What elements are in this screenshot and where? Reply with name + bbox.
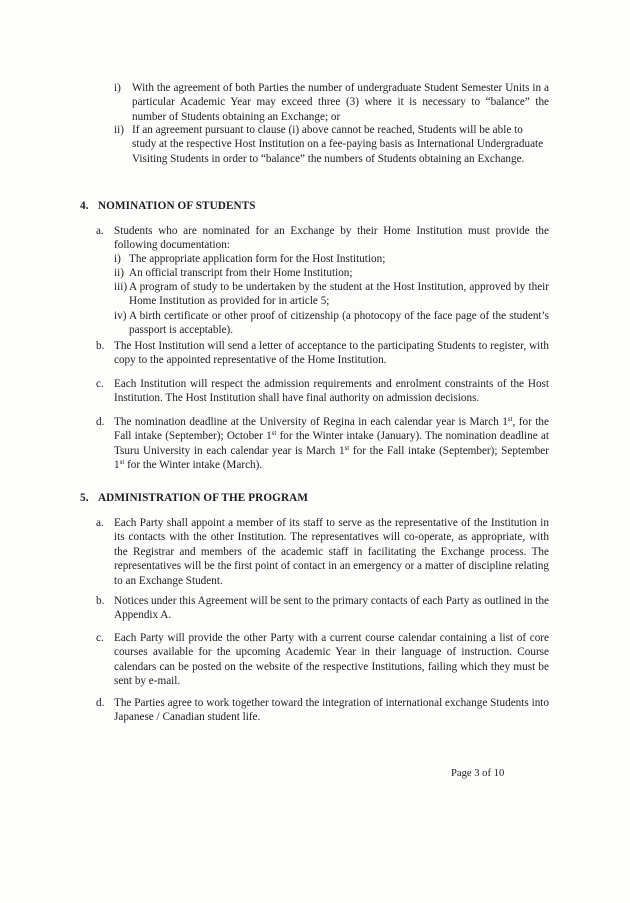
ordinal-suffix: st bbox=[344, 443, 350, 452]
clause-label: c. bbox=[96, 632, 104, 644]
clause-text: With the agreement of both Parties the number of undergraduate Student Semester Units in a particular Academic Year may exceed three (3) where it is necessary to “balance” the number of Students obtaining an Exchange; or bbox=[132, 82, 549, 123]
section-number: 4. bbox=[80, 200, 89, 212]
section-4-clause-b bbox=[96, 339, 549, 368]
section-5-heading bbox=[80, 491, 308, 505]
clause-text: Each Party will provide the other Party with a current course calendar containing a list of core courses available for the upcoming Academic Year in their language of instruction. Course calendars can be posted on the website of the respective Institutions, failing which they must be sent by e-mail. bbox=[114, 632, 549, 688]
doc-list-item bbox=[114, 309, 549, 338]
clause-label: a. bbox=[96, 517, 104, 529]
section-5-clause-c bbox=[96, 631, 549, 689]
section-4-heading bbox=[80, 199, 256, 213]
section-title: ADMINISTRATION OF THE PROGRAM bbox=[98, 492, 308, 504]
item-text: A program of study to be undertaken by the student at the Host Institution, approved by their Home Institution as provided for in article 5; bbox=[129, 281, 549, 308]
doc-list-item bbox=[114, 252, 549, 266]
deadline-text: for the Winter intake (January). The nomination deadline at Tsuru University in each calendar year is March 1 bbox=[114, 430, 549, 457]
section-4-clause-d bbox=[96, 415, 549, 473]
intro-clause-ii bbox=[114, 123, 549, 166]
clause-text bbox=[114, 415, 549, 473]
doc-list-item bbox=[114, 266, 549, 280]
item-text: The appropriate application form for the Host Institution; bbox=[129, 253, 386, 265]
section-5-clause-d bbox=[96, 696, 549, 725]
item-label: i) bbox=[114, 253, 121, 265]
deadline-text: for the Winter intake (March). bbox=[124, 459, 263, 472]
ordinal-suffix: st bbox=[119, 458, 125, 467]
section-title: NOMINATION OF STUDENTS bbox=[98, 200, 256, 212]
clause-text: Each Institution will respect the admission requirements and enrolment constraints of the Host Institution. The Host Institution shall have final authority on admission decisions. bbox=[114, 378, 549, 405]
section-5-clause-a bbox=[96, 516, 549, 588]
clause-text: Notices under this Agreement will be sent to the primary contacts of each Party as outlined in the Appendix A. bbox=[114, 595, 549, 622]
clause-text: The Parties agree to work together toward the integration of international exchange Students into Japanese / Canadian student life. bbox=[114, 697, 549, 724]
item-text: An official transcript from their Home Institution; bbox=[129, 267, 353, 279]
section-4-clause-a bbox=[96, 224, 549, 253]
deadline-text: for the Fall intake (September); September 1 bbox=[114, 444, 549, 472]
doc-list-item bbox=[114, 280, 549, 309]
clause-label: b. bbox=[96, 340, 105, 352]
clause-label: d. bbox=[96, 416, 105, 428]
deadline-text: , for the Fall intake (September); October 1 bbox=[114, 416, 549, 443]
deadline-text: The nomination deadline at the University of Regina in each calendar year is March 1 bbox=[114, 416, 508, 428]
ordinal-suffix: st bbox=[271, 429, 277, 438]
item-label: iv) bbox=[114, 310, 127, 322]
clause-label: i) bbox=[114, 82, 121, 94]
clause-label: b. bbox=[96, 595, 105, 607]
clause-label: a. bbox=[96, 225, 104, 237]
intro-clause-i bbox=[114, 81, 549, 124]
clause-label: d. bbox=[96, 697, 105, 709]
clause-text: If an agreement pursuant to clause (i) above cannot be reached, Students will be able to study at the respective Host Institution on a fee-paying basis as International Undergraduate Visiting Students in order to “balance” the numbers of Students obtaining an Exchange. bbox=[132, 124, 544, 165]
item-text: A birth certificate or other proof of citizenship (a photocopy of the face page of the student’s passport is acceptable). bbox=[129, 310, 549, 337]
clause-label: ii) bbox=[114, 124, 124, 136]
clause-text: Each Party shall appoint a member of its staff to serve as the representative of the Institution in its contacts with the other Institution. The representatives will co-operate, as appropriate, with the Registrar and members of the academic staff in facilitating the Exchange process. The representatives will be the first point of contact in an emergency or a matter of discipline relating to an Exchange Student. bbox=[114, 517, 549, 587]
section-4-clause-c bbox=[96, 377, 549, 406]
clause-text: The Host Institution will send a letter of acceptance to the participating Students to register, with copy to the appointed representative of the Home Institution. bbox=[114, 340, 549, 367]
page-number: Page 3 of 10 bbox=[451, 768, 505, 779]
ordinal-suffix: st bbox=[507, 415, 513, 423]
section-5-clause-b bbox=[96, 594, 549, 623]
item-label: ii) bbox=[114, 267, 124, 279]
clause-label: c. bbox=[96, 378, 104, 390]
item-label: iii) bbox=[114, 281, 128, 293]
clause-text: Students who are nominated for an Exchange by their Home Institution must provide the following documentation: bbox=[114, 225, 549, 252]
section-number: 5. bbox=[80, 492, 89, 504]
